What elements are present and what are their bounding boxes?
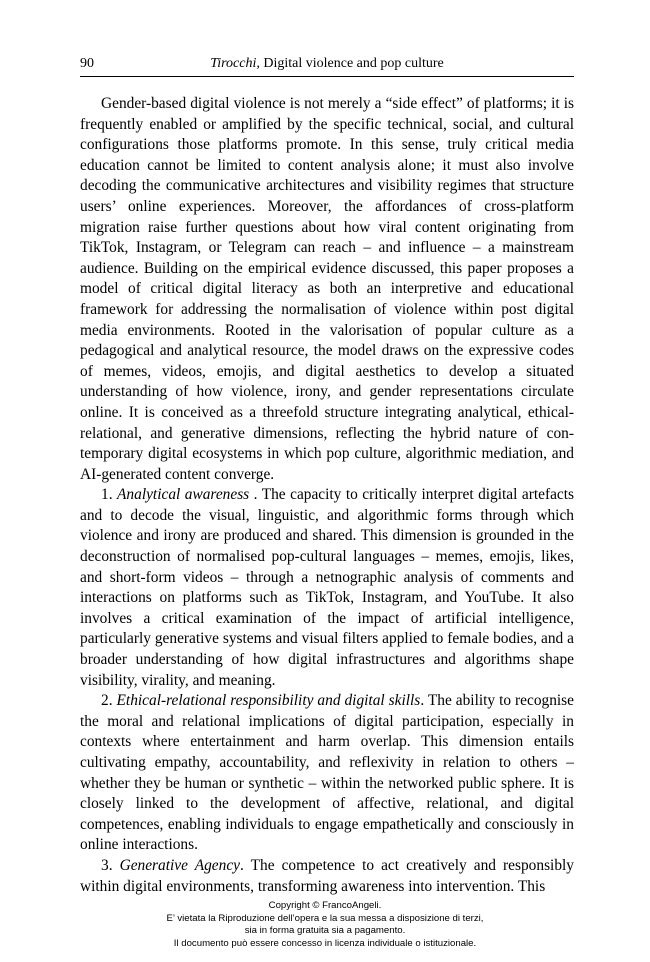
paragraph-item-2 [80, 691, 574, 856]
item-3-number: 3. [101, 856, 120, 874]
item-1-title: Analytical awareness [117, 486, 254, 504]
paragraph-intro: Gender-based digital violence is not merely a “side effect” of platforms; it is frequently enabled or amplified by the specific technical, social, and cultural configurations those platforms promote. In this sense, truly critical media education cannot be limited to content analysis alone; it must also involve decoding the communicative architectures and visibility regimes that structure users’ online experiences. Moreover, the affordances of cross-platform migration raise further questions about how viral content originating from TikTok, Instagram, or Telegram can reach – and influence – a mainstream audience. Building on the empirical evidence discussed, this paper proposes a model of critical digital literacy as both an interpretive and educational framework for addressing the normalisation of violence within post digital media environments. Rooted in the valorisation of popular culture as a pedagogical and analytical resource, the model draws on the expressive codes of memes, videos, emojis, and digital aesthetics to develop a situated understanding of how violence, irony, and gender representations circulate online. It is conceived as a threefold structure integrating analytical, ethical-relational, and generative dimensions, reflecting the hybrid nature of contemporary digital ecosystems in which pop culture, algorithmic mediation, and AI-generated content converge. [80, 95, 574, 483]
item-1-text: . The capacity to critically interpret digital artefacts and to decode the visual, linguistic, and algorithmic forms through which violence and irony are produced and shared. This dimension is grounded in the deconstruction of normalised pop-cultural languages – memes, emojis, likes, and short-form videos – through a netnographic analysis of comments and interactions on platforms such as TikTok, Instagram, and YouTube. It also involves a critical examination of the impact of artificial intelligence, particularly generative systems and visual filters applied to female bodies, and a broader understanding of how digital infrastructures and algorithms shape visibility, virality, and meaning. [80, 486, 575, 689]
footer-line-3: sia in forma gratuita sia a pagamento. [244, 925, 406, 936]
footer-line-2: E’ vietata la Riproduzione dell’opera e la sua messa a disposizione di terzi, [166, 912, 484, 924]
item-2-number: 2. [101, 692, 117, 710]
running-title [80, 56, 574, 72]
running-header [80, 54, 574, 77]
body-text [80, 94, 574, 897]
page-number: 90 [80, 56, 94, 71]
item-3-title: Generative Agency [119, 856, 240, 874]
footer-line-1: Copyright © FrancoAngeli. [268, 900, 382, 911]
item-3-text: . The competence to act creatively and responsibly within digital environments, transforming awareness into intervention. This [80, 856, 574, 895]
paragraph-item-3 [80, 856, 574, 897]
paragraph-item-1 [80, 485, 574, 691]
footer-line-4: Il documento può essere concesso in licenza individuale o istituzionale. [173, 937, 477, 949]
item-2-text: . The ability to recognise the moral and relational implications of digital participation, especially in contexts where entertainment and harm overlap. This dimension entails cultivating empathy, accountability, and reflexivity in relation to others – whether they be human or synthetic – within the networked public sphere. It is closely linked to the development of affective, relational, and digital competences, enabling individuals to engage empathetically and consciously in online interactions. [80, 692, 575, 854]
item-1-number: 1. [101, 486, 118, 504]
item-2-title: Ethical-relational responsibility and digital skills [116, 692, 421, 710]
running-title-text: Digital violence and pop culture [259, 56, 444, 71]
running-title-author: Tirocchi, [210, 56, 260, 71]
copyright-footer [0, 900, 650, 950]
